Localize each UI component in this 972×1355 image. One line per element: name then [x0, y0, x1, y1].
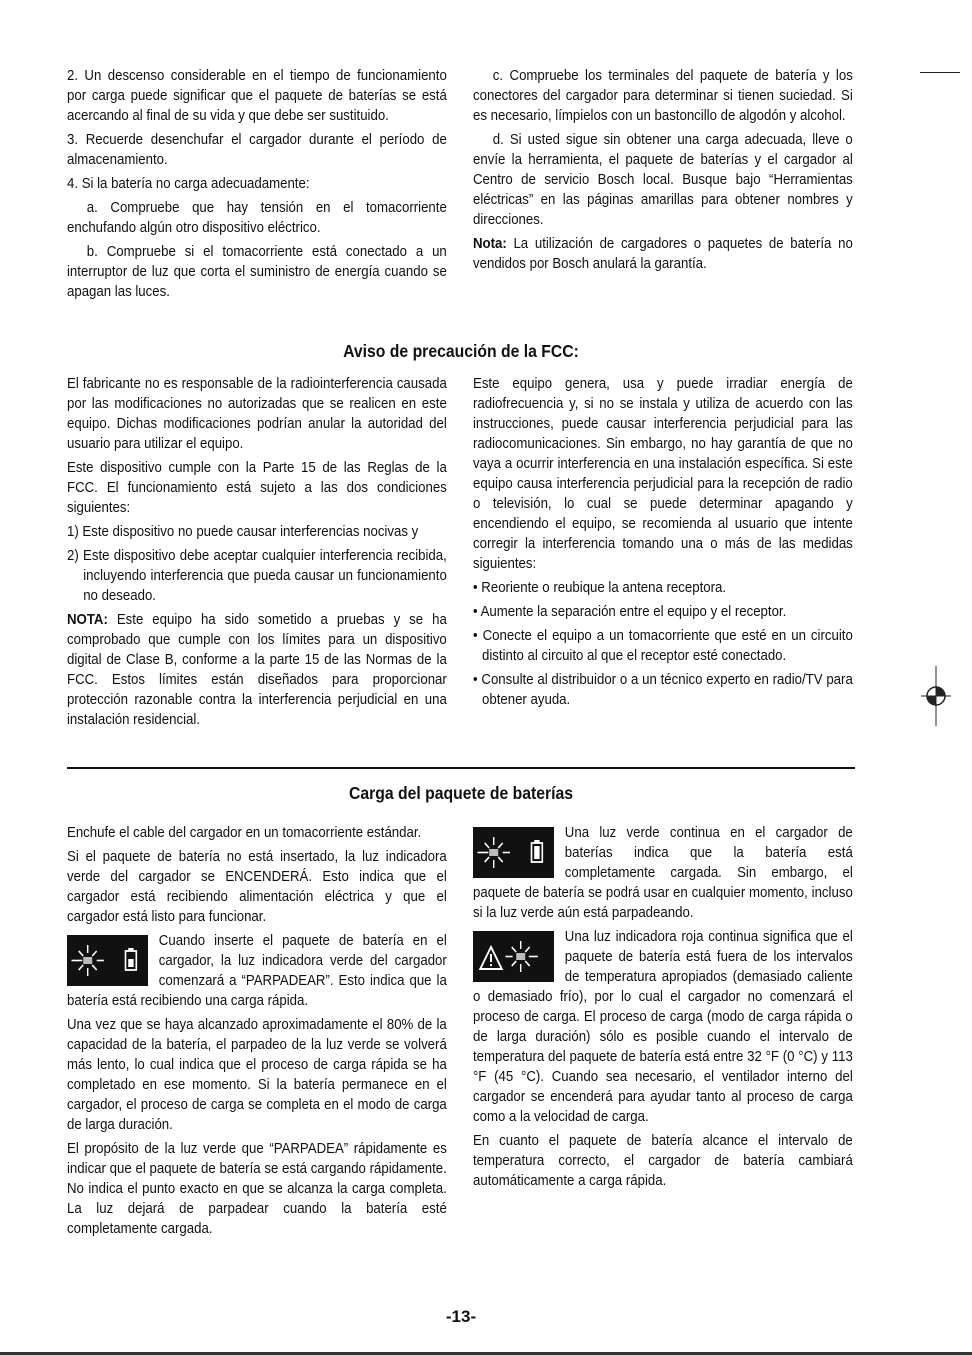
paragraph: a. Compruebe que hay tensión en el tomacorriente enchufando algún otro dispositivo eléctrico.	[67, 200, 447, 236]
fcc-heading: Aviso de precaución de la FCC:	[343, 341, 579, 361]
paragraph: c. Compruebe los terminales del paquete de batería y los conectores del cargador para determinar si tienen suciedad. Si es necesario, límpielos con un bastoncillo de algodón y alcohol.	[473, 68, 853, 124]
charging-heading: Carga del paquete de baterías	[348, 783, 574, 803]
top-left-column	[67, 66, 447, 306]
paragraph: En cuanto el paquete de batería alcance el intervalo de temperatura correcto, el cargador de batería cambiará automáticamente a carga rápida.	[473, 1133, 853, 1189]
bullet-item: • Conecte el equipo a un tomacorriente que esté en un circuito distinto al circuito al que el receptor esté conectado.	[473, 628, 853, 664]
paragraph	[473, 823, 853, 923]
paragraph: Enchufe el cable del cargador en un tomacorriente estándar.	[67, 825, 422, 841]
charging-right-column	[473, 823, 853, 1195]
fcc-left-column	[67, 374, 447, 734]
paragraph: Una vez que se haya alcanzado aproximadamente el 80% de la capacidad de la batería, el parpadeo de la luz verde se volverá más lento, lo cual indica que el proceso de carga rápida se ha completado en ese momento. Si la batería permanece en el cargador, el proceso de carga se completa en el modo de carga de larga duración.	[67, 1017, 447, 1133]
note-label: Nota:	[473, 236, 507, 252]
paragraph: Si el paquete de batería no está insertado, la luz indicadora verde del cargador se ENCENDERÁ. Esto indica que el cargador está recibiendo alimentación eléctrica y que el cargador está listo para funcionar.	[67, 849, 447, 925]
charger-blinking-green-icon	[67, 935, 148, 986]
paragraph-text: Cuando inserte el paquete de batería en el cargador, la luz indicadora verde del cargador comenzará a “PARPADEAR”. Esto indica que la batería está recibiendo una carga rápida.	[67, 933, 447, 1009]
fcc-right-column	[473, 374, 853, 714]
paragraph: El propósito de la luz verde que “PARPADEA” rápidamente es indicar que el paquete de batería se está cargando rápidamente. No indica el punto exacto en que se alcanza la carga completa. La luz dejará de parpadear cuando la batería esté completamente cargada.	[67, 1141, 447, 1237]
paragraph: Este equipo genera, usa y puede irradiar energía de radiofrecuencia y, si no se instala y utiliza de acuerdo con las instrucciones, puede causar interferencia perjudicial para las radiocomunicaciones. Sin embargo, no hay garantía de que no vaya a ocurrir interferencia en una instalación específica. Si este equipo causa interferencia perjudicial para la recepción de radio o televisión, lo cual se puede determinar apagando y encendiendo el equipo, se recomienda al usuario que intente corregir la interferencia tomando una o más de las medidas siguientes:	[473, 376, 853, 572]
note-text: La utilización de cargadores o paquetes de batería no vendidos por Bosch anulará la garantía.	[473, 236, 853, 272]
note-paragraph	[67, 610, 447, 730]
note-paragraph	[473, 234, 853, 274]
bullet-item: • Consulte al distribuidor o a un técnico experto en radio/TV para obtener ayuda.	[473, 672, 853, 708]
paragraph-text: Una luz indicadora roja continua significa que el paquete de batería está fuera de los intervalos de temperatura apropiados (demasiado caliente o demasiado frío), por lo cual el cargador no comenzará el proceso de carga. El proceso de carga (modo de carga rápida o de larga duración) sólo es posible cuando el intervalo de temperatura del paquete de batería está entre 32 °F (0 °C) y 113 °F (45 °C). Cuando sea necesario, el ventilador interno del cargador se encenderá para ayudar tanto al proceso de carga como a la velocidad de carga.	[473, 929, 853, 1125]
bullet-item: • Reoriente o reubique la antena receptora.	[473, 580, 727, 596]
bullet-item: • Aumente la separación entre el equipo y el receptor.	[473, 604, 787, 620]
paragraph	[473, 927, 853, 1127]
page-number: -13-	[445, 1307, 477, 1326]
trim-mark	[920, 72, 960, 73]
list-item: 2) Este dispositivo debe aceptar cualquier interferencia recibida, incluyendo interferencia que pueda causar un funcionamiento no deseado.	[67, 548, 447, 604]
paragraph: 3. Recuerde desenchufar el cargador durante el período de almacenamiento.	[67, 132, 447, 168]
section-divider	[67, 767, 855, 769]
charging-left-column	[67, 823, 447, 1243]
paragraph: 2. Un descenso considerable en el tiempo de funcionamiento por carga puede significar que el paquete de baterías se está acercando al final de su vida y que debe ser sustituido.	[67, 68, 447, 124]
paragraph: Este dispositivo cumple con la Parte 15 de las Reglas de la FCC. El funcionamiento está sujeto a las dos condiciones siguientes:	[67, 460, 447, 516]
list-item: 1) Este dispositivo no puede causar interferencias nocivas y	[67, 524, 419, 540]
note-label: NOTA:	[67, 612, 108, 628]
paragraph: b. Compruebe si el tomacorriente está conectado a un interruptor de luz que corta el suministro de energía cuando se apagan las luces.	[67, 244, 447, 300]
registration-mark-icon	[921, 666, 951, 726]
charger-red-warning-icon	[473, 931, 554, 982]
paragraph: 4. Si la batería no carga adecuadamente:	[67, 176, 310, 192]
note-text: Este equipo ha sido sometido a pruebas y se ha comprobado que cumple con los límites para un dispositivo digital de Clase B, conforme a la parte 15 de las Normas de la FCC. Estos límites están diseñados para proporcionar protección razonable contra la interferencia perjudicial en una instalación residencial.	[67, 612, 447, 728]
paragraph: El fabricante no es responsable de la radiointerferencia causada por las modificaciones no autorizadas que se realicen en este equipo. Dichas modificaciones podrían anular la autoridad del usuario para utilizar el equipo.	[67, 376, 447, 452]
charger-solid-green-icon	[473, 827, 554, 878]
paragraph	[67, 931, 447, 1011]
paragraph: d. Si usted sigue sin obtener una carga adecuada, lleve o envíe la herramienta, el paquete de baterías y el cargador al Centro de servicio Bosch local. Busque bajo “Herramientas eléctricas” en las páginas amarillas para obtener nombres y direcciones.	[473, 132, 853, 228]
paragraph-text: Una luz verde continua en el cargador de baterías indica que la batería está completamente cargada. Sin embargo, el paquete de batería se podrá usar en cualquier momento, incluso si la luz verde aún está parpadeando.	[473, 825, 853, 921]
top-right-column	[473, 66, 853, 278]
